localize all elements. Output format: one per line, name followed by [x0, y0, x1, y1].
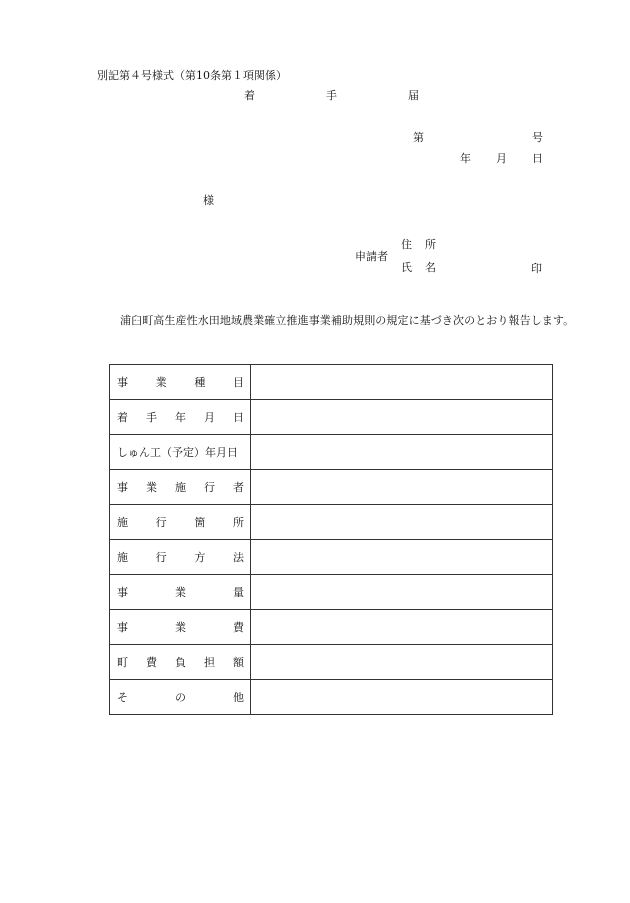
form-reference: 別記第４号様式（第10条第１項関係） [97, 69, 287, 82]
label-char: 者 [233, 481, 244, 494]
document-title [244, 90, 420, 102]
row-label-implementer [110, 470, 251, 505]
row-label-quantity [110, 575, 251, 610]
label-char: 施 [175, 481, 186, 494]
row-label-text [110, 619, 250, 635]
row-label-text [110, 409, 250, 425]
address-label [401, 239, 437, 251]
address-char: 所 [425, 238, 436, 251]
title-char: 届 [408, 89, 419, 102]
label-char: 負 [175, 656, 186, 669]
label-char: 施 [117, 551, 128, 564]
label-char: 行 [155, 516, 167, 529]
row-label-text: しゅん工（予定）年月日 [117, 446, 238, 459]
row-label-method [110, 540, 251, 575]
seal-mark: 印 [531, 262, 542, 275]
label-char: 業 [146, 481, 157, 494]
row-value-start-date [251, 400, 553, 435]
applicant-label: 申請者 [355, 250, 388, 263]
label-char: 施 [117, 516, 128, 529]
label-char: 手 [146, 411, 157, 424]
label-char: 事 [117, 376, 128, 389]
addressee-honorific: 様 [203, 194, 214, 207]
row-label-text [110, 479, 250, 495]
label-char: 行 [155, 551, 167, 564]
row-label-start-date [110, 400, 251, 435]
label-char: 町 [117, 656, 128, 669]
label-char: 事 [117, 621, 128, 634]
row-label-completion-date [110, 435, 251, 470]
row-label-text [110, 549, 250, 565]
row-label-text [110, 374, 250, 390]
report-details-table [109, 364, 553, 715]
label-char: 目 [232, 376, 244, 389]
table-row [110, 645, 553, 680]
label-char: 着 [117, 411, 128, 424]
report-statement: 浦臼町高生産性水田地域農業確立推進事業補助規則の規定に基づき次のとおり報告します。 [120, 314, 575, 327]
table-row [110, 400, 553, 435]
label-char: 事 [117, 481, 128, 494]
table-row [110, 365, 553, 400]
name-label [401, 262, 437, 274]
number-suffix: 号 [532, 131, 543, 144]
label-char: 事 [117, 586, 128, 599]
label-char: 種 [194, 376, 206, 389]
row-label-text [110, 689, 250, 705]
row-value-method [251, 540, 553, 575]
table-row [110, 540, 553, 575]
label-char: 法 [232, 551, 244, 564]
label-char: 所 [232, 516, 244, 529]
table-row [110, 435, 553, 470]
label-char: 費 [233, 621, 244, 634]
label-char: 業 [175, 586, 186, 599]
name-char: 名 [425, 261, 436, 274]
table-row [110, 575, 553, 610]
year-label: 年 [460, 152, 471, 165]
label-char: 日 [233, 411, 244, 424]
day-label: 日 [532, 152, 543, 165]
row-value-implementer [251, 470, 553, 505]
label-char: 他 [233, 691, 244, 704]
label-char: 業 [175, 621, 186, 634]
label-char: 方 [194, 551, 206, 564]
row-value-completion-date [251, 435, 553, 470]
label-char: 箇 [194, 516, 206, 529]
row-label-text [110, 514, 250, 530]
row-value-town-share [251, 645, 553, 680]
row-label-location [110, 505, 251, 540]
month-label: 月 [496, 152, 507, 165]
row-value-other [251, 680, 553, 715]
row-value-cost [251, 610, 553, 645]
label-char: そ [117, 691, 128, 704]
row-value-quantity [251, 575, 553, 610]
label-char: 担 [204, 656, 215, 669]
row-label-text [110, 654, 250, 670]
row-value-business-type [251, 365, 553, 400]
label-char: 行 [204, 481, 215, 494]
label-char: 量 [233, 586, 244, 599]
label-char: の [175, 691, 186, 704]
label-char: 額 [233, 656, 244, 669]
row-label-text [110, 584, 250, 600]
table-row [110, 505, 553, 540]
row-label-town-share [110, 645, 251, 680]
document-number-line [413, 132, 543, 144]
title-char: 手 [326, 89, 337, 102]
row-label-business-type [110, 365, 251, 400]
row-label-cost [110, 610, 251, 645]
label-char: 費 [146, 656, 157, 669]
table-row [110, 470, 553, 505]
title-char: 着 [244, 89, 255, 102]
row-label-other [110, 680, 251, 715]
number-prefix: 第 [413, 131, 424, 144]
label-char: 月 [204, 411, 215, 424]
label-char: 業 [155, 376, 167, 389]
table-row [110, 680, 553, 715]
row-value-location [251, 505, 553, 540]
date-line [460, 153, 544, 165]
name-char: 氏 [401, 261, 412, 274]
label-char: 年 [175, 411, 186, 424]
table-row [110, 610, 553, 645]
address-char: 住 [401, 238, 412, 251]
